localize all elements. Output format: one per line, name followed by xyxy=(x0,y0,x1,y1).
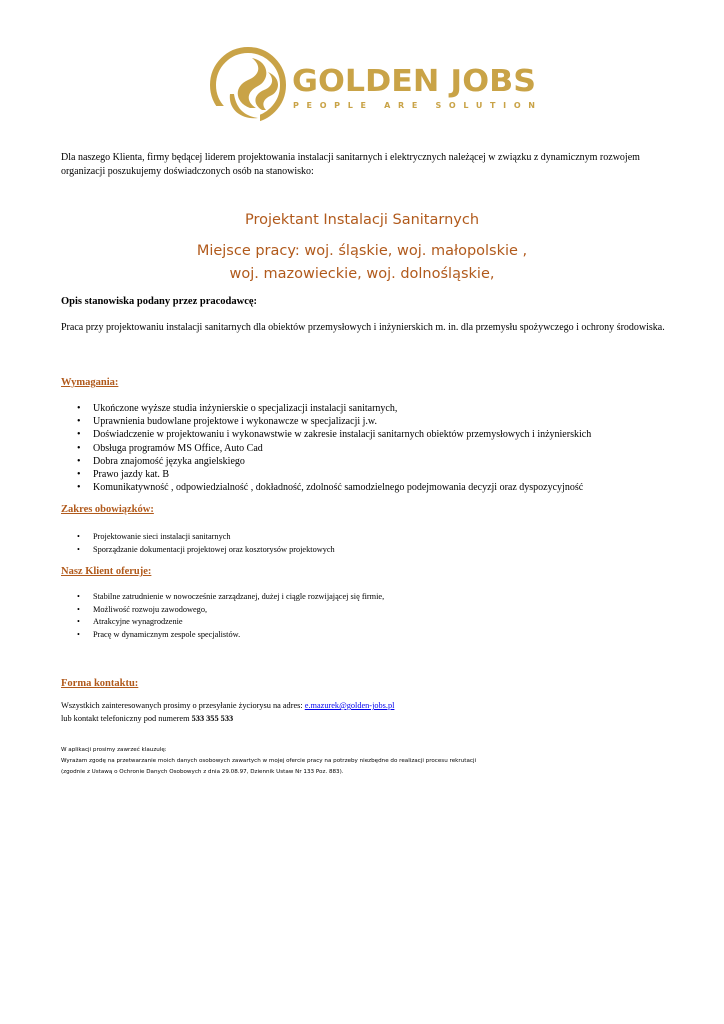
job-location xyxy=(0,240,724,286)
list-item: • Obsługa programów MS Office, Auto Cad xyxy=(77,442,591,455)
job-location-line1: Miejsce pracy: woj. śląskie, woj. małopolskie , xyxy=(196,243,528,259)
duties-list xyxy=(77,530,335,556)
contact-heading: Forma kontaktu: xyxy=(61,678,139,689)
requirements-heading: Wymagania: xyxy=(61,377,119,388)
consent-clause-line2: Wyrażam zgodę na przetwarzanie moich danych osobowych zawartych w mojej ofercie pracy na potrzeby niezbędne do realizacji procesu rekrutacji xyxy=(61,758,477,764)
job-location-line2: woj. mazowieckie, woj. dolnośląskie, xyxy=(229,266,495,282)
list-item: • Uprawnienia budowlane projektowe i wykonawcze w specjalizacji j.w. xyxy=(77,415,591,428)
list-item: • Ukończone wyższe studia inżynierskie o specjalizacji instalacji sanitarnych, xyxy=(77,402,591,415)
golden-jobs-logo xyxy=(200,28,570,143)
list-item: • Pracę w dynamicznym zespole specjalistów. xyxy=(77,629,384,642)
intro-text: Dla naszego Klienta, firmy będącej liderem projektowania instalacji sanitarnych i elektrycznych należącej w związku z dynamicznym rozwojem organizacji poszukujemy doświadczonych osób na stanowisko: xyxy=(61,152,640,177)
list-item: • Dobra znajomość języka angielskiego xyxy=(77,455,591,468)
list-item: • Możliwość rozwoju zawodowego, xyxy=(77,604,384,617)
list-item: • Sporządzanie dokumentacji projektowej oraz kosztorysów projektowych xyxy=(77,543,335,556)
contact-email-prefix: Wszystkich zainteresowanych prosimy o przesyłanie życiorysu na adres: xyxy=(61,701,305,710)
consent-clause-line1: W aplikacji prosimy zawrzeć klauzulę: xyxy=(61,747,167,753)
logo-emblem-icon xyxy=(200,50,283,143)
contact-line-phone xyxy=(61,713,394,726)
list-item: • Projektowanie sieci instalacji sanitarnych xyxy=(77,530,335,543)
list-item: • Prawo jazdy kat. B xyxy=(77,468,591,481)
list-item: • Stabilne zatrudnienie w nowocześnie zarządzanej, dużej i ciągle rozwijającej się firmie, xyxy=(77,591,384,604)
list-item: • Atrakcyjne wynagrodzenie xyxy=(77,616,384,629)
requirements-list xyxy=(77,402,591,494)
description-text: Praca przy projektowaniu instalacji sanitarnych dla obiektów przemysłowych i inżynierskich m. in. dla przemysłu spożywczego i ochrony środowiska. xyxy=(61,322,665,333)
job-title: Projektant Instalacji Sanitarnych xyxy=(244,212,480,228)
contact-phone-number: 533 355 533 xyxy=(191,713,234,723)
list-item: • Doświadczenie w projektowaniu i wykonawstwie w zakresie instalacji sanitarnych obiektów przemysłowych i inżynierskich xyxy=(77,428,591,441)
description-heading: Opis stanowiska podany przez pracodawcę: xyxy=(61,296,258,307)
logo-tagline-text: PEOPLE ARE SOLUTION xyxy=(293,101,535,110)
logo-brand-text: GOLDEN JOBS xyxy=(292,64,536,99)
offer-list xyxy=(77,591,384,641)
consent-clause-line3: (zgodnie z Ustawą o Ochronie Danych Osobowych z dnia 29.08.97, Dziennik Ustaw Nr 133 Poz. 883). xyxy=(61,769,344,775)
duties-heading: Zakres obowiązków: xyxy=(61,504,154,515)
contact-phone-prefix: lub kontakt telefoniczny pod numerem xyxy=(61,713,192,723)
contact-email-link[interactable]: e.mazurek@golden-jobs.pl xyxy=(304,701,395,710)
consent-clause xyxy=(61,745,681,778)
list-item: • Komunikatywność , odpowiedzialność , dokładność, zdolność samodzielnego podejmowania decyzji oraz dyspozycyjność xyxy=(77,481,591,494)
offer-heading: Nasz Klient oferuje: xyxy=(61,566,152,577)
contact-line-email xyxy=(61,700,394,713)
contact-text xyxy=(61,700,394,725)
